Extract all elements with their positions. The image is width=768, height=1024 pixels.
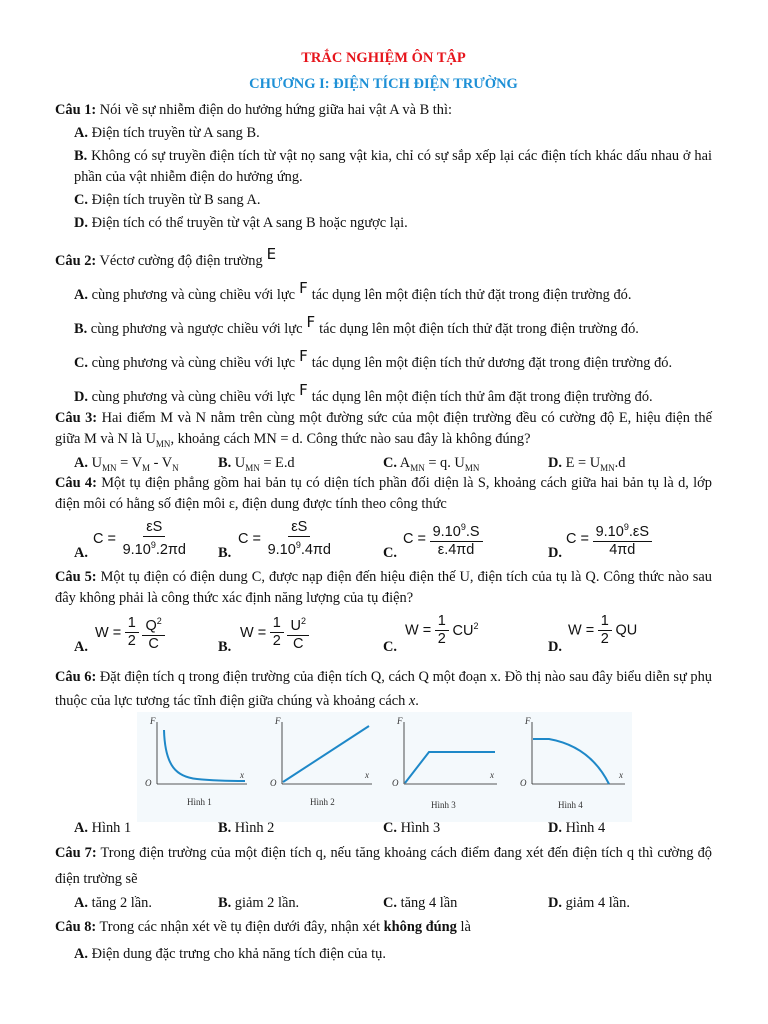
option-a: A. W = $\frac{1}{2}$ $\frac{Q^2}{C}$ [55, 613, 218, 659]
graph-4 [520, 716, 625, 810]
formula-row: A. C = $\frac{\varepsilon S}{9.10^9.2\pi d}$ B. C = $\frac{\varepsilon S}{9.10^9.4\pi d}$ C. C = $\frac{9.10^9.S}{\varepsilon.4\pi d}$ D. C = $\frac{9.10^9.\varepsilon S}{4\pi d}$ [55, 519, 712, 565]
question-3: Câu 3: Hai điểm M và N nằm trên cùng một đường sức của một điện trường đều có cường độ E, hiệu điện thế giữa M và N là $U_{MN}$, khoảng cách MN = d. Công thức nào sau đây là không đúng? A. $U_{MN} = V_M - V_N$ B. $U_{MN} = E.d$ C. $A_{MN} = q$. $U_{MN}$ D. $E = U_{MN}.d$ [55, 410, 712, 473]
q6-answer-row [55, 820, 712, 837]
axis-x-label: x [240, 770, 244, 780]
option-a: A. Điện dung đặc trưng cho khả năng tích điện của tụ. [74, 946, 386, 962]
vector-f-symbol: F [299, 279, 308, 297]
origin-label: O [145, 778, 152, 788]
question-text: Véctơ cường độ điện trường [96, 253, 263, 269]
vector-e-symbol: E [266, 245, 277, 263]
graph-caption: Hình 2 [310, 797, 335, 807]
axis-x-label: x [490, 770, 494, 780]
question-1 [55, 100, 712, 234]
option-b: B. Hình 2 [218, 820, 275, 836]
question-label: Câu 1: [55, 102, 97, 118]
axis-f-label: F [397, 716, 403, 726]
option-b: B. $U_{MN} = E.d$ [218, 454, 295, 473]
question-8: Câu 8: Trong các nhận xét về tụ điện dưới đây, nhận xét không đúng là A. Điện dung đặc trưng cho khả năng tích điện của tụ. [55, 917, 712, 965]
axis-f-label: F [275, 716, 281, 726]
option-c: C. Hình 3 [383, 820, 441, 836]
option-c: C. W = $\frac{1}{2}$ $CU^2$ [383, 612, 479, 655]
option-d: D. giảm 4 lần. [548, 895, 630, 911]
question-6: Câu 6: Đặt điện tích q trong điện trường của điện tích Q, cách Q một đoạn x. Đồ thị nào sau đây biểu diễn sự phụ thuộc của lực tương tác tĩnh điện giữa chúng và khoảng cách x. [55, 668, 712, 709]
option-b: B. W = $\frac{1}{2}$ $\frac{U^2}{C}$ [218, 613, 383, 659]
capacitance-formula: $\frac{\varepsilon S}{9.10^9.4\pi d}$ [267, 518, 331, 558]
option-d: D. Điện tích có thể truyền từ vật A sang B hoặc ngược lại. [74, 215, 408, 231]
vector-f-symbol: F [299, 347, 308, 365]
option-a: A. tăng 2 lần. [74, 895, 152, 911]
capacitance-formula: $\frac{9.10^9.\varepsilon S}{4\pi d}$ [593, 519, 652, 559]
origin-label: O [270, 778, 277, 788]
option-a: A. Hình 1 [74, 820, 132, 836]
curve-1 [164, 730, 245, 781]
option-c: C. $A_{MN} = q$. $U_{MN}$ [383, 454, 480, 473]
question-label: Câu 2: [55, 253, 97, 269]
energy-formula: $CU^2$ [452, 621, 479, 640]
option-c: C. Điện tích truyền từ B sang A. [74, 192, 261, 208]
axis-x-label: x [365, 770, 369, 780]
energy-formula: $\frac{U^2}{C}$ [287, 613, 309, 653]
graph-3 [392, 716, 497, 810]
question-4: Câu 4: Một tụ điện phẳng gồm hai bản tụ có diện tích phần đối diện là S, khoảng cách giữa hai bản tụ là d, lớp điện môi có hằng số điện môi ε, điện dung được tính theo công thức A. C = $\frac{\varepsilon S}{9.10^9.2\pi d}$ B. C = $\frac{\varepsilon S}{9.10^9.4\pi d}$ C. C = $\frac{9.10^9.S}{\varepsilon.4\pi d}$ D. C = $\frac{9.10^9.\varepsilon S}{4\pi d}$ [55, 473, 712, 565]
axis-f-label: F [525, 716, 531, 726]
question-7: Câu 7: Trong điện trường của một điện tích q, nếu tăng khoảng cách điểm đang xét đến điện tích q thì cường độ điện trường sẽ A. tăng 2 lần. B. giảm 2 lần. C. tăng 4 lần D. giảm 4 lần. [55, 845, 713, 911]
curve-3 [405, 752, 495, 783]
origin-label: O [392, 778, 399, 788]
energy-formula: QU [615, 622, 638, 639]
question-label: Câu 6: [55, 668, 97, 685]
option-c: C. C = $\frac{9.10^9.S}{\varepsilon.4\pi d}$ [383, 519, 548, 565]
question-label: Câu 5: [55, 568, 97, 585]
question-label: Câu 8: [55, 919, 97, 935]
option-a: A. cùng phương và cùng chiều với lực F tác dụng lên một điện tích thử đặt trong điện trường đó. [74, 279, 632, 303]
capacitance-formula: $\frac{9.10^9.S}{\varepsilon.4\pi d}$ [430, 519, 483, 559]
option-d: D. cùng phương và cùng chiều với lực F tác dụng lên một điện tích thử âm đặt trong điện trường đó. [74, 381, 653, 405]
option-b: B. C = $\frac{\varepsilon S}{9.10^9.4\pi d}$ [218, 519, 383, 565]
vector-f-symbol: F [306, 313, 316, 331]
lower-section [55, 820, 712, 965]
chapter-title: CHƯƠNG I: ĐIỆN TÍCH ĐIỆN TRƯỜNG [249, 76, 518, 92]
energy-formula: $\frac{Q^2}{C}$ [142, 613, 164, 653]
emphasis: không đúng [383, 919, 457, 935]
question-label: Câu 3: [55, 410, 98, 426]
graph-1 [145, 716, 247, 807]
curve-4 [533, 739, 609, 784]
question-5: Câu 5: Một tụ điện có điện dung C, được nạp điện đến hiệu điện thế U, điện tích của tụ là Q. Công thức nào sau đây không phải là công thức xác định năng lượng của tụ điện? A. W = $\frac{1}{2}$ $\frac{Q^2}{C}$ B. W = $\frac{1}{2}$ $\frac{U^2}{C}$ C. W = $\frac{1}{2}$ $CU^2$ D. W = $\frac{1}{2}$ QU [55, 567, 712, 659]
graph-caption: Hình 3 [431, 800, 456, 810]
option-c: C. tăng 4 lần [383, 895, 458, 911]
option-d: D. $E = U_{MN}.d$ [548, 454, 626, 473]
formula-row: A. W = $\frac{1}{2}$ $\frac{Q^2}{C}$ B. W = $\frac{1}{2}$ $\frac{U^2}{C}$ C. W = $\frac{1}{2}$ $CU^2$ D. W = $\frac{1}{2}$ QU [55, 613, 712, 659]
option-d: D. Hình 4 [548, 820, 606, 836]
answer-row [55, 455, 712, 473]
option-a: A. $U_{MN} = V_M - V_N$ [74, 454, 179, 473]
option-b: B. cùng phương và ngược chiều với lực F tác dụng lên một điện tích thử đặt trong điện trường đó. [74, 313, 639, 337]
graph-caption: Hình 1 [187, 797, 212, 807]
worksheet-title: TRẮC NGHIỆM ÔN TẬP [301, 50, 466, 66]
option-b: B. giảm 2 lần. [218, 895, 300, 911]
option-c: C. cùng phương và cùng chiều với lực F tác dụng lên một điện tích thử dương đặt trong điện trường đó. [74, 347, 673, 371]
option-a: A. Điện tích truyền từ A sang B. [74, 125, 260, 141]
capacitance-formula: $\frac{\varepsilon S}{9.10^9.2\pi d}$ [122, 518, 186, 558]
graph-caption: Hình 4 [558, 800, 583, 810]
question-text: Nói về sự nhiễm điện do hưởng hứng giữa hai vật A và B thì: [96, 102, 452, 118]
axis-x-label: x [619, 770, 623, 780]
question-2 [55, 245, 712, 408]
origin-label: O [520, 778, 527, 788]
worksheet [55, 0, 712, 713]
question-label: Câu 7: [55, 845, 97, 861]
question-label: Câu 4: [55, 474, 97, 491]
option-a: A. C = $\frac{\varepsilon S}{9.10^9.2\pi d}$ [55, 519, 218, 565]
force-distance-graphs [137, 712, 632, 822]
answer-row [55, 895, 712, 912]
graph-2 [270, 716, 372, 807]
axis-f-label: F [150, 716, 156, 726]
vector-f-symbol: F [299, 381, 308, 399]
curve-2 [283, 726, 369, 782]
option-b: B. Không có sự truyền điện tích từ vật nọ sang vật kia, chỉ có sự sắp xếp lại các điện tích khác dấu nhau ở hai phần của vật nhiễm điện do hưởng ứng. [74, 148, 712, 185]
